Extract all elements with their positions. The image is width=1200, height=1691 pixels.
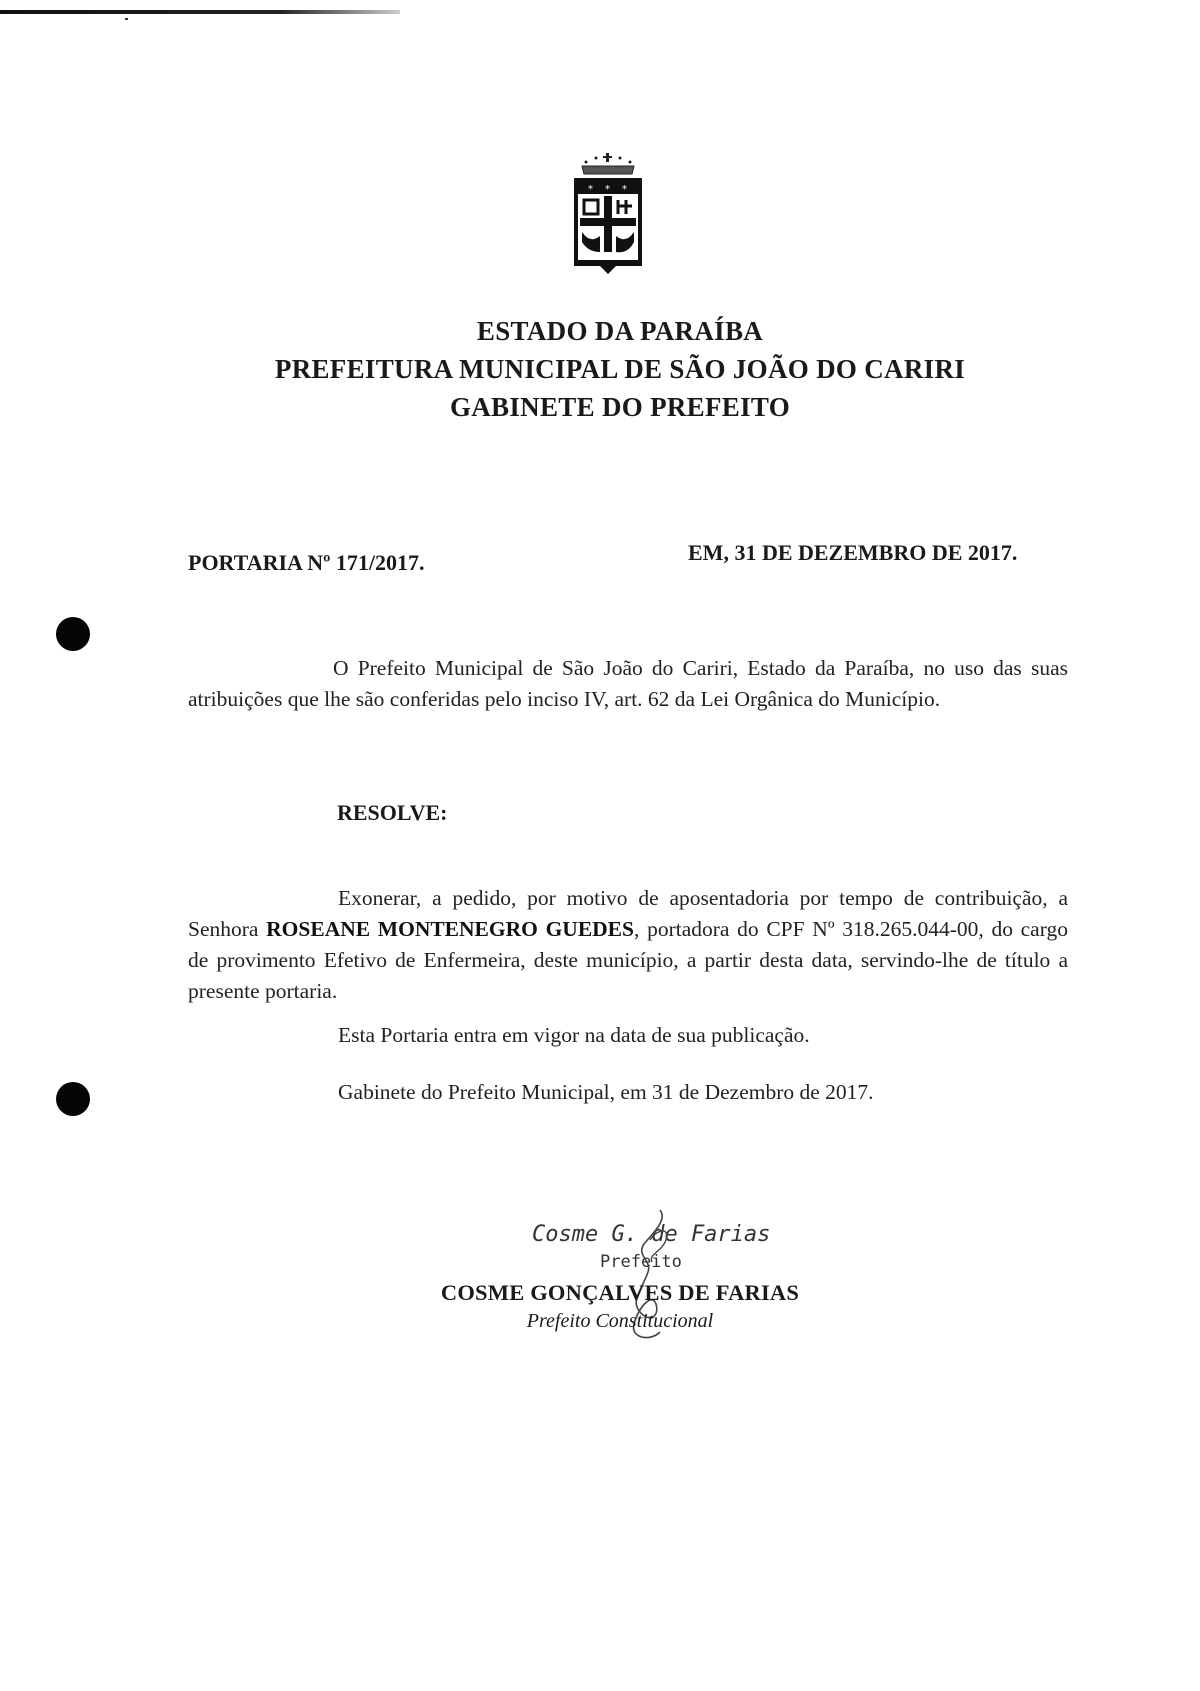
document-header [0, 312, 1200, 426]
vigor-paragraph: Esta Portaria entra em vigor na data de sua publicação. [338, 1023, 810, 1047]
svg-text:*: * [588, 184, 593, 195]
scan-edge-line [0, 10, 400, 14]
header-state: ESTADO DA PARAÍBA [476, 316, 764, 346]
portaria-date: EM, 31 DE DEZEMBRO DE 2017. [688, 540, 1018, 565]
closing-paragraph: Gabinete do Prefeito Municipal, em 31 de Dezembro de 2017. [338, 1080, 874, 1104]
stamp-name: Cosme G. de Farias [532, 1222, 771, 1247]
employee-name: ROSEANE MONTENEGRO GUEDES [266, 917, 634, 941]
svg-text:*: * [622, 184, 627, 195]
scan-speck [125, 18, 128, 20]
decision-paragraph [188, 883, 1068, 1007]
decision-text-before: Exonerar, a pedido, por motivo de aposentadoria por tempo de contribuição, a Senhora [188, 886, 1068, 941]
coat-of-arms-icon [560, 150, 656, 280]
signer-title: Prefeito Constitucional [526, 1310, 714, 1332]
punch-hole-bottom [56, 1082, 90, 1116]
punch-hole-top [56, 617, 90, 651]
stamp-title: Prefeito [600, 1252, 682, 1272]
header-office: GABINETE DO PREFEITO [449, 392, 791, 422]
intro-paragraph: O Prefeito Municipal de São João do Cariri, Estado da Paraíba, no uso das suas atribuições que lhe são conferidas pelo inciso IV, art. 62 da Lei Orgânica do Município. [188, 656, 1068, 711]
header-municipality: PREFEITURA MUNICIPAL DE SÃO JOÃO DO CARIRI [274, 354, 966, 384]
svg-text:*: * [605, 184, 610, 195]
resolve-heading: RESOLVE: [337, 800, 448, 825]
decision-text-after: , portadora do CPF Nº 318.265.044-00, do cargo de provimento Efetivo de Enfermeira, deste município, a partir desta data, servindo-lhe de título a presente portaria. [188, 917, 1068, 1003]
signer-name: COSME GONÇALVES DE FARIAS [440, 1280, 800, 1305]
portaria-number: PORTARIA Nº 171/2017. [188, 550, 425, 575]
